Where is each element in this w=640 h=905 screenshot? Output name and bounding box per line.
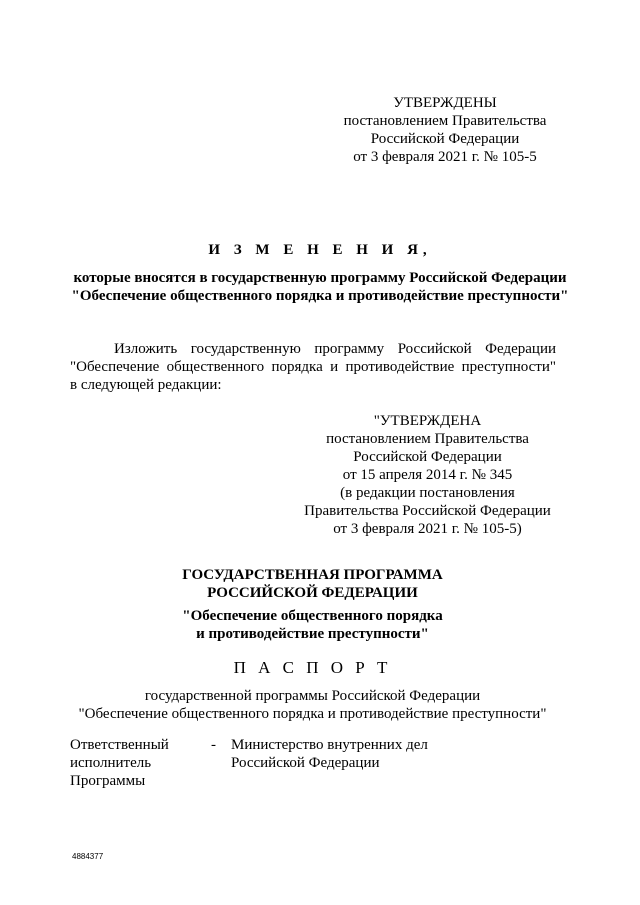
approved-line: от 15 апреля 2014 г. № 345 — [342, 467, 513, 483]
passport-row-value — [231, 736, 561, 772]
instruction-line: "Обеспечение общественного порядка и противодействие преступности" — [70, 359, 556, 375]
approval-line: постановлением Правительства — [343, 113, 547, 129]
document-id: 4884377 — [72, 852, 104, 861]
passport-row-label-line: Ответственный — [70, 737, 169, 753]
changes-heading: И З М Е Н Е Н И Я, — [208, 242, 432, 258]
approved-line: "УТВЕРЖДЕНА — [373, 413, 482, 429]
changes-subtitle-line: "Обеспечение общественного порядка и противодействие преступности" — [71, 288, 569, 304]
approval-line: от 3 февраля 2021 г. № 105-5 — [353, 149, 537, 165]
approved-line: от 3 февраля 2021 г. № 105-5) — [333, 521, 522, 537]
program-title-line: РОССИЙСКОЙ ФЕДЕРАЦИИ — [207, 585, 418, 601]
program-name-line: и противодействие преступности" — [196, 626, 429, 642]
changes-subtitle-line: которые вносятся в государственную программу Российской Федерации — [73, 270, 567, 286]
instruction-paragraph — [70, 340, 556, 394]
approved-line: (в редакции постановления — [340, 485, 515, 501]
program-title-line: ГОСУДАРСТВЕННАЯ ПРОГРАММА — [182, 567, 443, 583]
passport-subtitle-line: "Обеспечение общественного порядка и противодействие преступности" — [78, 706, 547, 722]
program-name-line: "Обеспечение общественного порядка — [182, 608, 443, 624]
passport-row-dash: - — [211, 737, 216, 753]
passport-row-value-line: Министерство внутренних дел — [231, 737, 428, 753]
approved-line: Правительства Российской Федерации — [304, 503, 551, 519]
program-title — [0, 566, 625, 602]
program-name — [0, 607, 625, 643]
instruction-line: в следующей редакции: — [70, 377, 222, 393]
passport-row-label — [70, 736, 210, 790]
approved-line: Российской Федерации — [353, 449, 502, 465]
approval-block — [330, 94, 560, 166]
passport-row-label-line: исполнитель — [70, 755, 152, 771]
passport-subtitle — [0, 687, 625, 723]
passport-row-label-line: Программы — [70, 773, 146, 789]
changes-subtitle — [40, 269, 600, 305]
approval-line: Российской Федерации — [370, 131, 520, 147]
approved-line: постановлением Правительства — [326, 431, 529, 447]
passport-subtitle-line: государственной программы Российской Федерации — [144, 688, 481, 704]
passport-row-value-line: Российской Федерации — [231, 755, 380, 771]
passport-heading: П А С П О Р Т — [233, 658, 392, 677]
approved-block — [295, 412, 560, 538]
instruction-line: Изложить государственную программу Российской Федерации — [114, 341, 556, 357]
approval-line: УТВЕРЖДЕНЫ — [393, 95, 497, 111]
